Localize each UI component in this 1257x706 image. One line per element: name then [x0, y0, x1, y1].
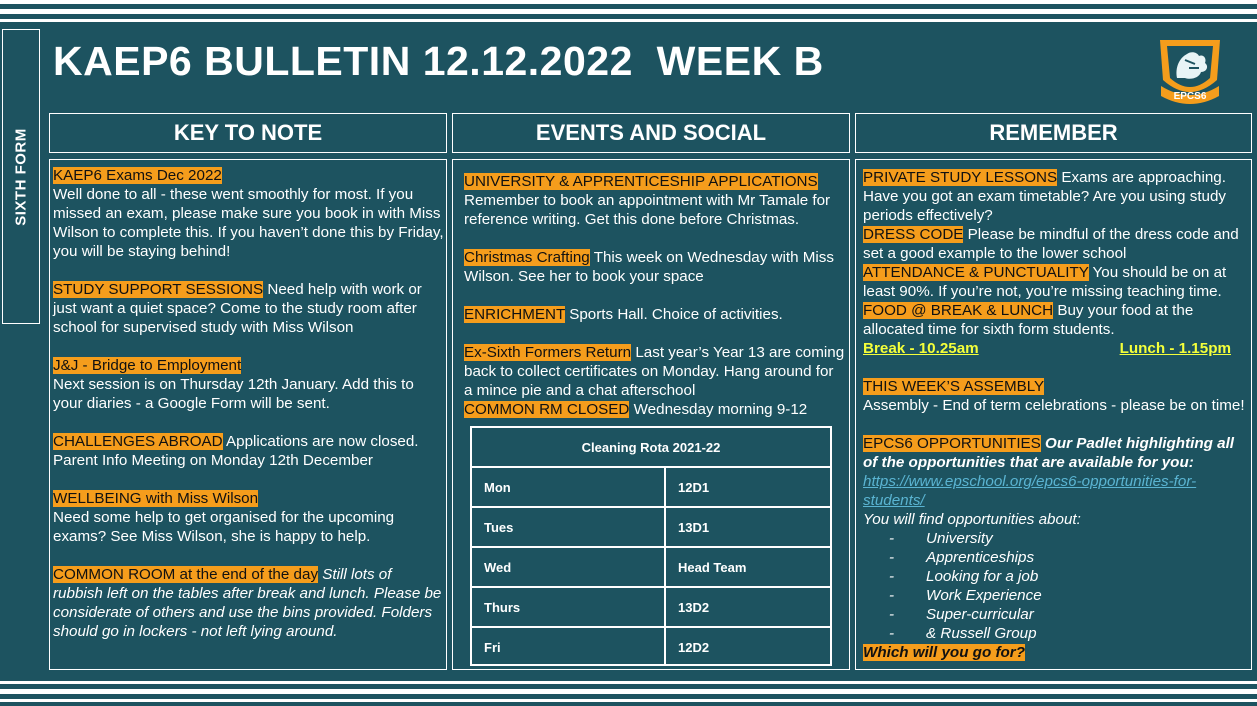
study-support-item — [53, 280, 445, 337]
christmas-heading: Christmas Crafting — [464, 249, 590, 266]
cleaning-rota-title: Cleaning Rota 2021-22 — [581, 439, 721, 455]
remember-content — [863, 168, 1247, 662]
exams-text: Well done to all - these went smoothly for most. If you missed an exam, please make sure you book in with Miss Wilson to complete this. If you haven’t done this by Friday, you will be staying behind! — [53, 186, 444, 260]
key-to-note-content — [53, 166, 445, 641]
ex-sixth-item — [464, 343, 846, 400]
sidebar-tab — [2, 29, 40, 324]
opportunities-text: Our Padlet highlighting all of the opportunities that are available for you: — [863, 435, 1235, 471]
cleaning-rota-table — [470, 426, 832, 666]
exams-item — [53, 166, 445, 261]
list-item: - University — [889, 530, 993, 547]
rota-group: 12D2 — [678, 639, 710, 655]
rota-group: 13D1 — [678, 519, 710, 535]
header-remember: REMEMBER — [855, 113, 1252, 153]
table-row — [472, 506, 830, 546]
food-text: Buy your food at the allocated time for sixth form students. — [863, 302, 1194, 338]
university-text: Remember to book an appointment with Mr Tamale for reference writing. Get this done before Christmas. — [464, 192, 831, 228]
enrichment-heading: ENRICHMENT — [464, 306, 565, 323]
food-item — [863, 301, 1247, 339]
university-heading: UNIVERSITY & APPRENTICESHIP APPLICATIONS — [464, 173, 818, 190]
epcs6-logo — [1155, 34, 1225, 106]
rota-day: Tues — [472, 508, 666, 546]
list-item: - Super-curricular — [889, 606, 1034, 623]
bulletin-title: KAEP6 BULLETIN 12.12.2022 WEEK B — [53, 38, 824, 84]
challenges-item — [53, 432, 445, 470]
rota-day: Wed — [472, 548, 666, 586]
common-rm-heading: COMMON RM CLOSED — [464, 401, 630, 418]
challenges-heading: CHALLENGES ABROAD — [53, 433, 223, 450]
private-study-text: Exams are approaching. Have you got an exam timetable? Are you using study periods effectively? — [863, 169, 1227, 224]
bottom-stripe-3 — [0, 699, 1257, 702]
attendance-text: You should be on at least 90%. If you’re not, you’re missing teaching time. — [863, 264, 1227, 300]
list-item: - Work Experience — [889, 587, 1042, 604]
assembly-item — [863, 377, 1247, 415]
break-lunch-times — [863, 339, 1247, 358]
enrichment-text: Sports Hall. Choice of activities. — [564, 306, 783, 323]
enrichment-item — [464, 305, 846, 324]
common-rm-text: Wednesday morning 9-12 — [629, 401, 808, 418]
ex-sixth-text: Last year’s Year 13 are coming back to collect certificates on Monday. Hang around for a mince pie and a chat afterschool — [464, 344, 845, 399]
jj-text: Next session is on Thursday 12th January. Add this to your diaries - a Google Form will be sent. — [53, 376, 414, 412]
top-stripe-1 — [0, 0, 1257, 4]
opportunities-list — [863, 529, 1247, 643]
logo-text: EPCS6 — [1173, 91, 1207, 102]
lunch-time: Lunch - 1.15pm — [1119, 340, 1231, 357]
top-stripe-3 — [0, 19, 1257, 22]
ex-sixth-heading: Ex-Sixth Formers Return — [464, 344, 632, 361]
private-study-item — [863, 168, 1247, 225]
common-room-text: Still lots of rubbish left on the tables after break and lunch. Please be considerate of others and use the bins provided. Folders should go in lockers - not left lying around. — [53, 566, 442, 640]
rota-day: Thurs — [472, 588, 666, 626]
break-time: Break - 10.25am — [863, 340, 979, 357]
events-content — [464, 172, 846, 419]
rota-group: 13D2 — [678, 599, 710, 615]
study-support-text: Need help with work or just want a quiet space? Come to the study room after school for supervised study with Miss Wilson — [53, 281, 422, 336]
header-events-and-social: EVENTS AND SOCIAL — [452, 113, 850, 153]
wellbeing-heading: WELLBEING with Miss Wilson — [53, 490, 259, 507]
assembly-heading: THIS WEEK’S ASSEMBLY — [863, 378, 1045, 395]
opportunities-closing: Which will you go for? — [863, 644, 1025, 661]
opportunities-link[interactable]: https://www.epschool.org/epcs6-opportunities-for-students/ — [863, 473, 1197, 509]
christmas-item — [464, 248, 846, 286]
list-item: - & Russell Group — [889, 625, 1037, 642]
jj-item — [53, 356, 445, 413]
food-heading: FOOD @ BREAK & LUNCH — [863, 302, 1054, 319]
rota-day: Fri — [472, 628, 666, 666]
assembly-text: Assembly - End of term celebrations - please be on time! — [863, 397, 1245, 414]
bottom-stripe-1 — [0, 681, 1257, 684]
dress-code-heading: DRESS CODE — [863, 226, 964, 243]
sidebar-label: SIXTH FORM — [12, 127, 30, 226]
private-study-heading: PRIVATE STUDY LESSONS — [863, 169, 1058, 186]
table-row — [472, 626, 830, 666]
dress-code-item — [863, 225, 1247, 263]
top-stripe-2 — [0, 9, 1257, 14]
christmas-text: This week on Wednesday with Miss Wilson. See her to book your space — [464, 249, 834, 285]
attendance-item — [863, 263, 1247, 301]
table-row — [472, 586, 830, 626]
list-item: - Looking for a job — [889, 568, 1039, 585]
rota-group: Head Team — [678, 559, 747, 575]
bottom-stripe-2 — [0, 689, 1257, 694]
exams-heading: KAEP6 Exams Dec 2022 — [53, 167, 222, 184]
list-item: - Apprenticeships — [889, 549, 1035, 566]
study-support-heading: STUDY SUPPORT SESSIONS — [53, 281, 264, 298]
table-row — [472, 466, 830, 506]
opportunities-heading: EPCS6 OPPORTUNITIES — [863, 435, 1041, 452]
opportunities-item — [863, 434, 1247, 662]
jj-heading: J&J - Bridge to Employment — [53, 357, 242, 374]
table-row — [472, 546, 830, 586]
opportunities-intro: You will find opportunities about: — [863, 511, 1081, 528]
wellbeing-text: Need some help to get organised for the upcoming exams? See Miss Wilson, she is happy to help. — [53, 509, 395, 545]
wellbeing-item — [53, 489, 445, 546]
common-room-item — [53, 565, 445, 641]
common-room-heading: COMMON ROOM at the end of the day — [53, 566, 319, 583]
common-rm-item — [464, 400, 846, 419]
challenges-text: Applications are now closed. Parent Info Meeting on Monday 12th December — [53, 433, 419, 469]
rota-group: 12D1 — [678, 479, 710, 495]
dress-code-text: Please be mindful of the dress code and set a good example to the lower school — [863, 226, 1239, 262]
rota-day: Mon — [472, 468, 666, 506]
university-item — [464, 172, 846, 229]
header-key-to-note: KEY TO NOTE — [49, 113, 447, 153]
attendance-heading: ATTENDANCE & PUNCTUALITY — [863, 264, 1089, 281]
